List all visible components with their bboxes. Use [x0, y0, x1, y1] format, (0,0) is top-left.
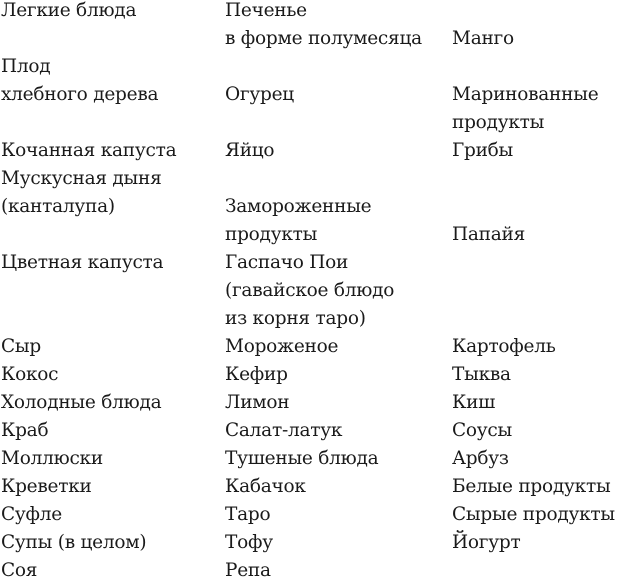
food-item-line: (канталупа) [1, 196, 115, 217]
food-item-line: продукты [225, 224, 318, 245]
food-item [1, 473, 92, 501]
food-item [1, 361, 58, 389]
food-item [225, 361, 288, 389]
food-item [452, 333, 556, 361]
food-item-line: Суфле [1, 504, 62, 525]
food-item [452, 137, 513, 165]
food-item [452, 81, 598, 137]
food-item-line: Сырые продукты [452, 504, 615, 525]
food-item [225, 417, 342, 445]
food-item-line: Тушеные блюда [225, 448, 379, 469]
food-item [225, 529, 273, 557]
food-item [452, 529, 520, 557]
food-item-line: Печенье [225, 0, 307, 21]
food-item [1, 529, 146, 557]
food-item-line: хлебного дерева [1, 84, 159, 105]
food-item [452, 417, 512, 445]
food-item [452, 501, 615, 529]
food-item-line: продукты [452, 112, 545, 133]
food-item [1, 557, 37, 585]
food-item-line: Холодные блюда [1, 392, 162, 413]
food-item [1, 165, 162, 221]
food-item-line: Манго [452, 28, 514, 49]
food-item [452, 361, 511, 389]
food-item [225, 445, 378, 473]
food-item-line: Мускусная дыня [1, 168, 162, 189]
food-item-line: Лимон [225, 392, 290, 413]
food-item [1, 501, 62, 529]
food-item [225, 81, 294, 109]
food-item [225, 501, 270, 529]
food-item [452, 25, 514, 53]
food-item-line: Репа [225, 560, 271, 581]
food-item-line: Маринованные [452, 84, 599, 105]
food-item [1, 389, 161, 417]
food-item-line: Кефир [225, 364, 288, 385]
food-item-line: Гаспачо Пои [225, 252, 349, 273]
food-item-line: из корня таро) [225, 308, 366, 329]
food-item-line: Плод [1, 56, 51, 77]
food-item [1, 417, 48, 445]
food-item [1, 0, 136, 25]
food-item [452, 221, 525, 249]
food-item-line: Йогурт [452, 532, 521, 553]
food-item-line: Салат-латук [225, 420, 343, 441]
food-item-line: Цветная капуста [1, 252, 164, 273]
food-item-line: Соя [1, 560, 38, 581]
food-item [225, 473, 306, 501]
food-item-line: Легкие блюда [1, 0, 137, 21]
food-item [1, 137, 176, 165]
food-item-line: Картофель [452, 336, 556, 357]
food-item [225, 137, 274, 165]
food-item [225, 333, 338, 361]
food-item [1, 333, 41, 361]
food-item-line: Белые продукты [452, 476, 611, 497]
food-item [1, 53, 158, 109]
food-item-line: Таро [225, 504, 271, 525]
food-item-line: Креветки [1, 476, 92, 497]
food-item-line: в форме полумесяца [225, 28, 422, 49]
food-item [1, 249, 163, 277]
food-item-line: Краб [1, 420, 49, 441]
food-item-line: Кокос [1, 364, 59, 385]
food-item-line: Сыр [1, 336, 41, 357]
food-item [452, 473, 610, 501]
food-item-line: Соусы [452, 420, 513, 441]
food-item-line: Кабачок [225, 476, 306, 497]
food-item-line: Тыква [452, 364, 511, 385]
food-item [225, 557, 271, 585]
food-item-line: Мороженое [225, 336, 339, 357]
food-item-line: Кочанная капуста [1, 140, 177, 161]
food-item [1, 445, 103, 473]
food-item-line: Папайя [452, 224, 526, 245]
food-item [225, 389, 289, 417]
food-item-line: Супы (в целом) [1, 532, 147, 553]
food-item-line: Моллюски [1, 448, 103, 469]
food-item [225, 0, 422, 53]
food-item-line: Огурец [225, 84, 294, 105]
food-item [452, 389, 495, 417]
food-item [452, 445, 509, 473]
food-item-line: Арбуз [452, 448, 509, 469]
food-item-line: Замороженные [225, 196, 372, 217]
food-item-line: Тофу [225, 532, 273, 553]
food-item-line: Яйцо [225, 140, 275, 161]
food-item [225, 249, 394, 333]
food-item [225, 193, 371, 249]
food-item-line: (гавайское блюдо [225, 280, 395, 301]
food-item-line: Грибы [452, 140, 514, 161]
food-item-line: Киш [452, 392, 496, 413]
